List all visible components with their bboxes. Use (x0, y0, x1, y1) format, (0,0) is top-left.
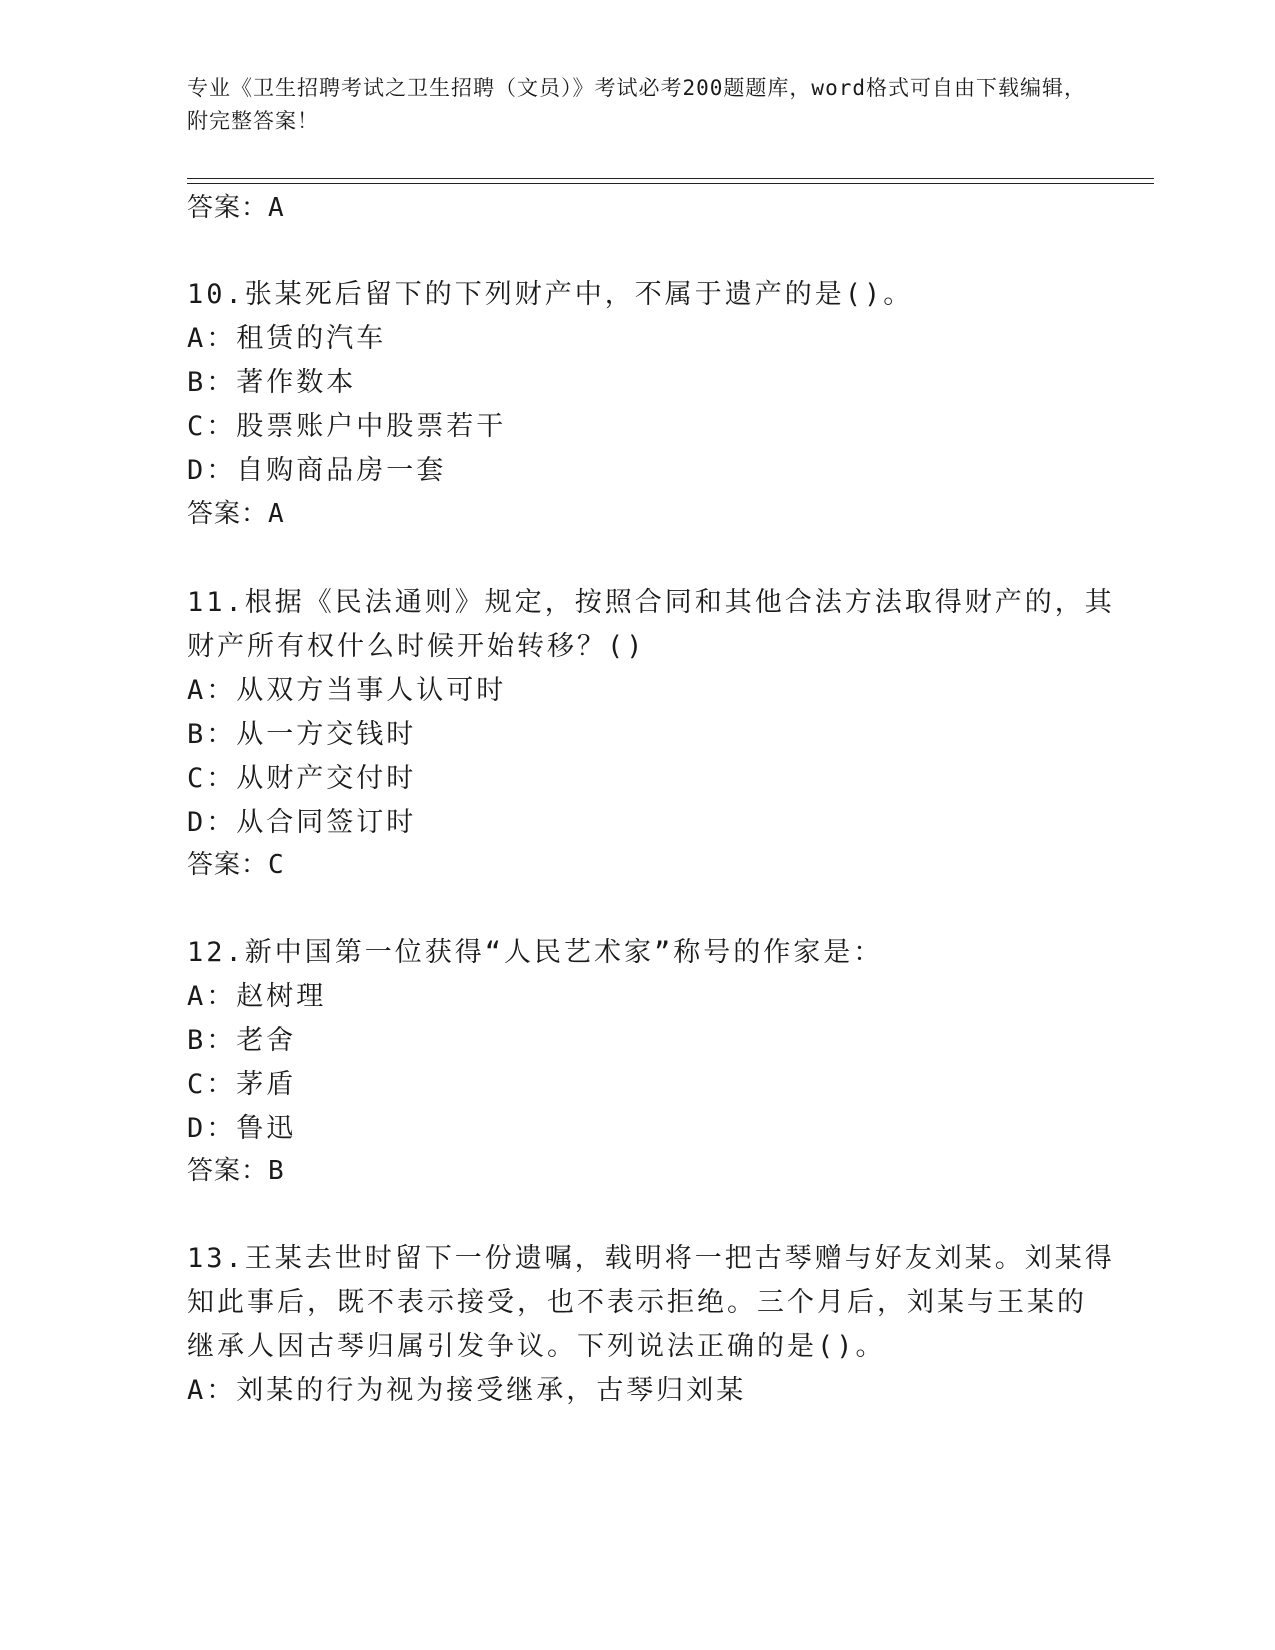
header-divider-top (187, 178, 1154, 179)
question-11-option-a: A：从双方当事人认可时 (187, 675, 507, 706)
question-13-text-line-3: 继承人因古琴归属引发争议。下列说法正确的是()。 (187, 1331, 886, 1362)
header-divider-bottom (187, 183, 1154, 184)
question-11-option-d: D：从合同签订时 (187, 807, 417, 838)
question-12-option-c: C：茅盾 (187, 1069, 297, 1100)
question-12-answer: 答案：B (187, 1156, 285, 1186)
question-10-option-b: B：著作数本 (187, 367, 357, 398)
document-header: 专业《卫生招聘考试之卫生招聘（文员）》考试必考200题题库，word格式可自由下载编辑，附完整答案！ (187, 76, 1086, 133)
answer-line: 答案：A (187, 193, 285, 223)
question-11-option-c: C：从财产交付时 (187, 763, 417, 794)
question-10-option-a: A：租赁的汽车 (187, 323, 387, 354)
question-10-answer: 答案：A (187, 499, 285, 529)
question-13-text-line-2: 知此事后，既不表示接受，也不表示拒绝。三个月后，刘某与王某的 (187, 1287, 1087, 1318)
question-10-text: 10.张某死后留下的下列财产中，不属于遗产的是()。 (187, 279, 914, 310)
question-11-text-line-2: 财产所有权什么时候开始转移？() (187, 631, 646, 662)
question-12-option-a: A：赵树理 (187, 981, 327, 1012)
question-13-option-a: A：刘某的行为视为接受继承，古琴归刘某 (187, 1375, 747, 1406)
question-10-option-d: D：自购商品房一套 (187, 455, 447, 486)
question-11-text-line-1: 11.根据《民法通则》规定，按照合同和其他合法方法取得财产的，其 (187, 587, 1115, 618)
question-11-option-b: B：从一方交钱时 (187, 719, 417, 750)
question-13-text-line-1: 13.王某去世时留下一份遗嘱，载明将一把古琴赠与好友刘某。刘某得 (187, 1243, 1115, 1274)
question-12-text: 12.新中国第一位获得“人民艺术家”称号的作家是： (187, 937, 884, 968)
question-12-option-d: D：鲁迅 (187, 1113, 297, 1144)
question-10-option-c: C：股票账户中股票若干 (187, 411, 507, 442)
question-11-answer: 答案：C (187, 850, 285, 880)
question-12-option-b: B：老舍 (187, 1025, 297, 1056)
